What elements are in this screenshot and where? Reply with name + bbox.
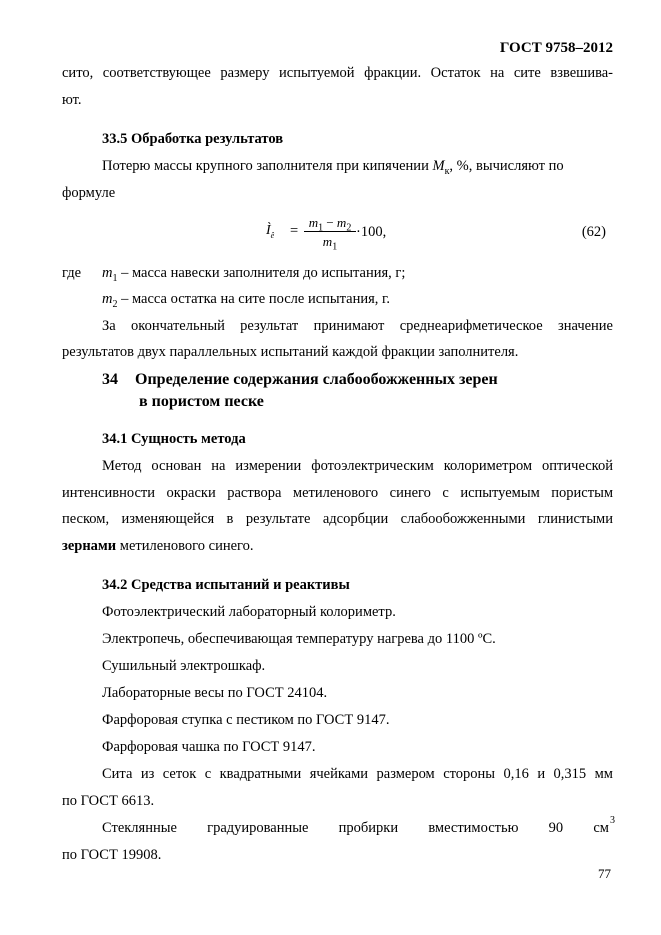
word: см xyxy=(593,820,609,836)
formula-rhs: ·100, xyxy=(356,224,387,240)
formula-lhs: $Ì_ê$ xyxy=(266,223,275,240)
paragraph-line: интенсивности окраски раствора метиленового синего с испытуемым пористым xyxy=(62,485,613,501)
paragraph-line: За окончательный результат принимают среднеарифметическое значение xyxy=(102,318,613,334)
equipment-item: по ГОСТ 19908. xyxy=(62,847,162,863)
paragraph-line: Метод основан на измерении фотоэлектрическим колориметром оптической xyxy=(102,458,613,474)
superscript-3: 3 xyxy=(610,815,615,826)
formula-equals: = xyxy=(290,223,299,239)
formula-fraction: $\frac{m_1 - m_2}{m_1}$ xyxy=(304,216,356,248)
equipment-item: Электропечь, обеспечивающая температуру нагрева до 1100 ºС. xyxy=(102,631,496,647)
equipment-item: Сушильный электрошкаф. xyxy=(102,658,266,674)
equipment-item: Фарфоровая ступка с пестиком по ГОСТ 9147. xyxy=(102,712,390,728)
equipment-item: Фотоэлектрический лабораторный колориметр. xyxy=(102,604,396,620)
paragraph-line: песком, изменяющейся в результате адсорбции слабообожженными глинистыми xyxy=(62,511,613,527)
equipment-item: Лабораторные весы по ГОСТ 24104. xyxy=(102,685,328,701)
equipment-item: Сита из сеток с квадратными ячейками размером стороны 0,16 и 0,315 мм xyxy=(102,766,613,782)
page-number: 77 xyxy=(598,866,611,881)
definition-m1: $m_1$ – масса навески заполнителя до испытания, г; xyxy=(102,265,406,284)
equipment-item xyxy=(102,821,609,836)
section-33-5-title: 33.5 Обработка результатов xyxy=(102,131,284,147)
paragraph-line: результатов двух параллельных испытаний каждой фракции заполнителя. xyxy=(62,344,519,360)
equipment-item: Фарфоровая чашка по ГОСТ 9147. xyxy=(102,739,316,755)
section-34-number: 34 xyxy=(102,371,118,388)
paragraph-line: формуле xyxy=(62,185,116,201)
section-34-2-title: 34.2 Средства испытаний и реактивы xyxy=(102,577,350,593)
section-34-title: Определение содержания слабообожженных зерен xyxy=(135,371,498,388)
formula-number: (62) xyxy=(581,224,606,240)
word: вместимостью xyxy=(428,820,519,836)
section-34-1-title: 34.1 Сущность метода xyxy=(102,431,246,447)
word: градуированные xyxy=(207,820,309,836)
continuation-line: сито, соответствующее размеру испытуемой фракции. Остаток на сите взвешива- xyxy=(62,65,613,81)
continuation-line: ют. xyxy=(62,92,82,108)
paragraph-line: Потерю массы крупного заполнителя при кипячении $M_к$, %, вычисляют по xyxy=(102,158,564,177)
word: 90 xyxy=(548,820,564,836)
word: Стеклянные xyxy=(102,820,177,836)
word: пробирки xyxy=(338,820,399,836)
where-label: где xyxy=(62,265,82,281)
equipment-item: по ГОСТ 6613. xyxy=(62,793,155,809)
doc-code-header: ГОСТ 9758–2012 xyxy=(499,40,613,56)
definition-m2: $m_2$ – масса остатка на сите после испытания, г. xyxy=(102,291,390,310)
paragraph-line: зернами метиленового синего. xyxy=(62,538,254,554)
section-34-title: в пористом песке xyxy=(139,393,264,410)
